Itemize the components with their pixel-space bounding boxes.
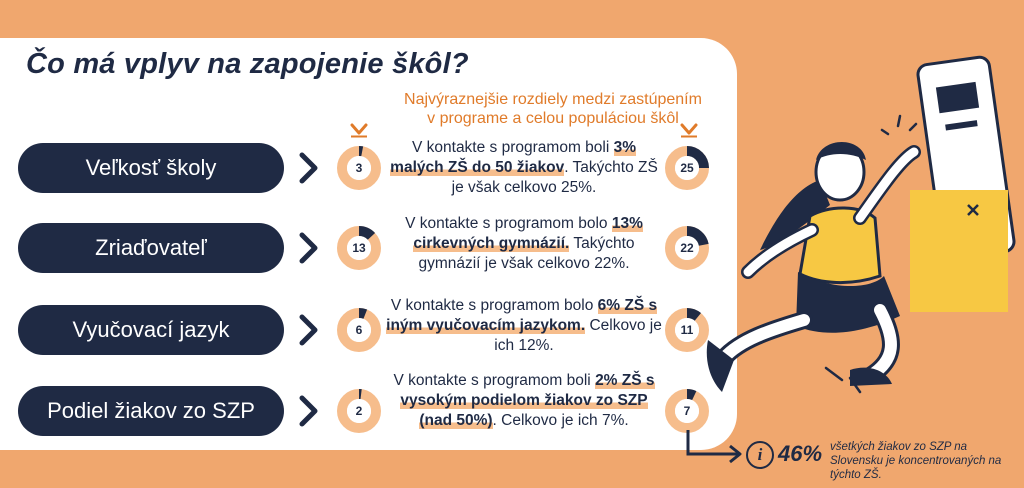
description-text: . Takýchto ZŠ je však celkovo 25%.: [451, 159, 658, 196]
row-description: [386, 371, 662, 431]
chevron-down-icon: [350, 122, 368, 138]
description-text: V kontakte s programom boli: [393, 372, 596, 389]
donut-value: 13: [352, 241, 366, 255]
program-donut: [336, 225, 382, 271]
chevron-right-icon: [296, 151, 322, 185]
description-highlight: 13% cirkevných gymnázií.: [413, 215, 643, 252]
category-pill: Veľkosť školy: [18, 143, 284, 193]
chevron-down-icon: [680, 122, 698, 138]
category-pill: Zriaďovateľ: [18, 223, 284, 273]
category-pill: Vyučovací jazyk: [18, 305, 284, 355]
program-donut: [336, 145, 382, 191]
donut-value: 3: [355, 161, 363, 175]
description-text: V kontakte s programom bolo: [405, 215, 612, 232]
row-description: [386, 214, 662, 274]
column-subtitle: Najvýraznejšie rozdiely medzi zastúpením v programe a celou populáciou škôl: [404, 91, 702, 127]
student-illustration: [700, 40, 1024, 410]
description-text: Celkovo je ich 12%.: [494, 317, 662, 354]
donut-value: 25: [680, 161, 694, 175]
chevron-right-icon: [296, 313, 322, 347]
program-donut: [336, 307, 382, 353]
description-text: V kontakte s programom bolo: [390, 297, 598, 314]
donut-value: 7: [683, 404, 691, 418]
chevron-right-icon: [296, 231, 322, 265]
description-highlight: 6% ZŠ s iným vyučovacím jazykom.: [386, 297, 658, 334]
description-text: V kontakte s programom boli: [412, 139, 614, 156]
description-text: . Celkovo je ich 7%.: [492, 412, 629, 429]
row-description: [386, 138, 662, 198]
donut-value: 11: [680, 323, 694, 337]
donut-value: 2: [355, 404, 363, 418]
info-icon: i: [746, 441, 774, 469]
category-pill: Podiel žiakov zo SZP: [18, 386, 284, 436]
donut-value: 6: [355, 323, 363, 337]
footer-percent: 46%: [778, 441, 823, 466]
description-text: Takýchto gymnázií je však celkovo 22%.: [418, 235, 635, 272]
row-description: [386, 296, 662, 356]
program-donut: [336, 388, 382, 434]
description-highlight: 2% ZŠ s vysokým podielom žiakov zo SZP (nad 50%): [400, 372, 655, 429]
page-title: Čo má vplyv na zapojenie škôl?: [26, 48, 469, 80]
arrow-connector-icon: [680, 428, 750, 468]
chevron-right-icon: [296, 394, 322, 428]
donut-value: 22: [680, 241, 694, 255]
footer-text: všetkých žiakov zo SZP na Slovensku je koncentrovaných na týchto ZŠ.: [830, 441, 1002, 481]
description-highlight: 3% malých ZŠ do 50 žiakov: [390, 139, 636, 176]
